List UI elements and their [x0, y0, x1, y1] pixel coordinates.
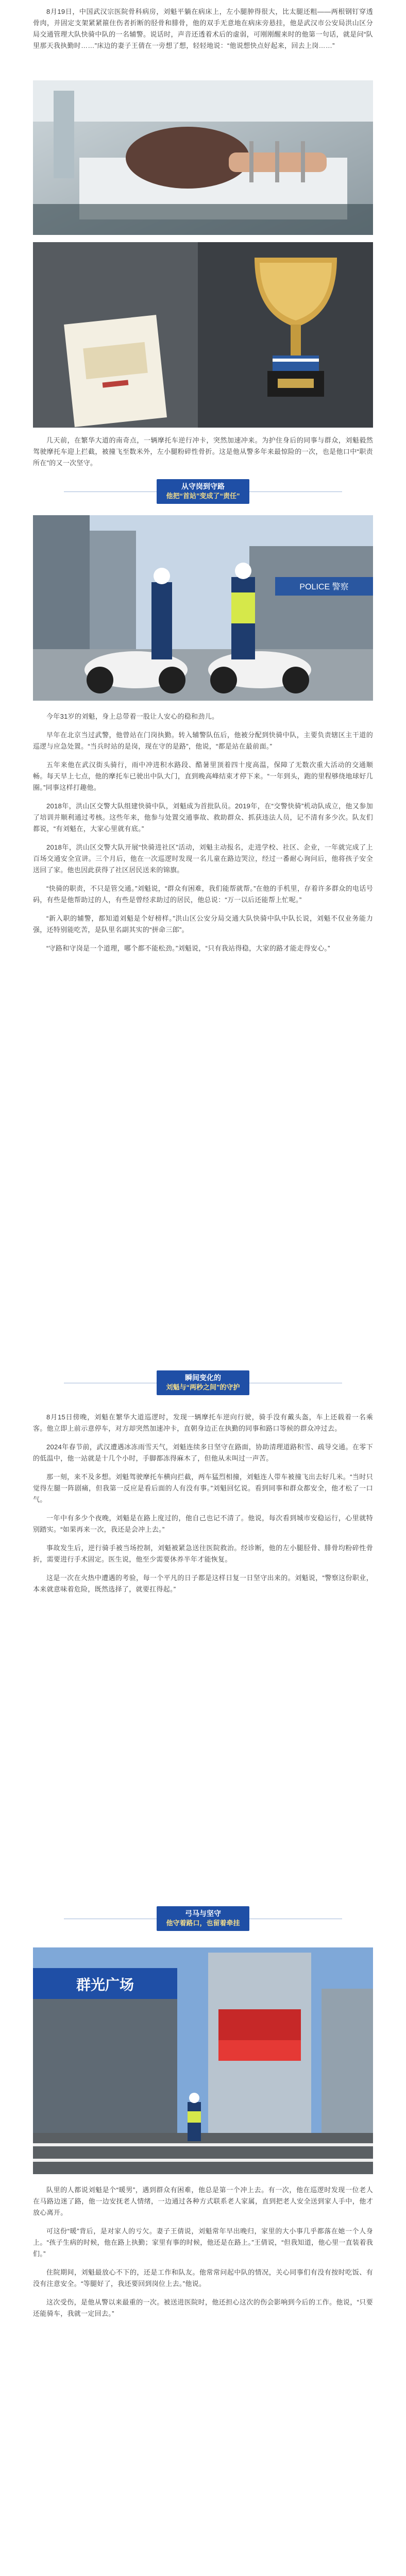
body-paragraph: 队里的人都说刘魁是个“暖男”，遇到群众有困难，他总是第一个冲上去。有一次，他在巡逻时发现一位老人在马路边迷了路，他一边安抚老人情绪，一边通过各种方式联系老人家属，直到把老人安全送到家人手中，他才放心离开。: [33, 2186, 373, 2216]
store-sign-text: 群光广场: [76, 1977, 134, 1993]
trophy-photo: [33, 242, 373, 428]
body-paragraph: 住院期间，刘魁最放心不下的，还是工作和队友。他常常问起中队的情况，关心同事们有没有按时吃饭、有没有注意安全。“等腿好了，我还要回到岗位上去。”他说。: [33, 2268, 373, 2287]
section-heading-box: [157, 1906, 249, 1931]
section-subtitle: 他把“首站”变成了“责任”: [166, 492, 240, 500]
section-3-body: [33, 2184, 373, 2319]
hospital-photo: [33, 80, 373, 235]
body-paragraph: 可这份“暖”背后，是对家人的亏欠。妻子王倩说，刘魁常年早出晚归，家里的大小事几乎都落在她一个人身上。“孩子生病的时候，他在路上执勤；家里有事的时候，他还是在路上。”王倩说，“但我知道，他心里一直装着我们。”: [33, 2227, 373, 2258]
officers-photo: [33, 515, 373, 701]
body-paragraph: 早年在北京当过武警，他曾站在门岗执勤。转入辅警队伍后，他被分配到快骑中队，主要负责辖区主干道的巡逻与应急处置。“当兵时站的是岗，现在守的是路”，他说，“都是站在最前面。”: [33, 731, 373, 750]
section-2-body: [33, 1412, 373, 1595]
body-paragraph: “快骑的职责，不只是管交通。”刘魁说，“群众有困难，我们能帮就帮。”在他的手机里，存着许多群众的电话号码，有些是他帮助过的人，有些是曾经求助过的居民，他总说：“万一以后还能帮上忙呢。”: [33, 885, 373, 904]
body-paragraph: 2024年春节前，武汉遭遇冰冻雨雪天气，刘魁连续多日坚守在路面，协助清理道路积雪、疏导交通。在零下的低温中，他一站就是十几个小时，手脚都冻得麻木了，但他从未叫过一声苦。: [33, 1443, 373, 1462]
body-paragraph: “新入职的辅警，都知道刘魁是个好榜样。”洪山区公安分局交通大队快骑中队中队长说，刘魁不仅业务能力强，还特别能吃苦，是队里名副其实的“拼命三郎”。: [33, 914, 373, 934]
body-paragraph: 那一刻，来不及多想。刘魁驾驶摩托车横向拦截，两车猛烈相撞，刘魁连人带车被撞飞出去好几米。“当时只觉得左腿一阵剧痛，但我第一反应是看后面的人有没有事。”刘魁回忆说。看到同事和群众都安全，他才松了一口气。: [33, 1473, 373, 1503]
body-paragraph: “守路和守岗是一个道理，哪个都不能松劲。”刘魁说，“只有我站得稳，大家的路才能走得安心。”: [46, 944, 330, 952]
section-title: 弓马与坚守: [184, 1909, 221, 1918]
body-paragraph: 2018年，洪山区交警大队组建快骑中队，刘魁成为首批队员。2019年，在“交警快骑”机动队成立，他又参加了培训并顺利通过考核。这些年来，他参与处置交通事故、救助群众、抓获违法人员，记不清有多少次。队友们都说，“有刘魁在，大家心里就有底。”: [33, 802, 373, 833]
section-1-body: [33, 711, 373, 954]
section-banner-2: [33, 1370, 373, 1395]
body-paragraph: 8月15日傍晚，刘魁在繁华大道巡逻时，发现一辆摩托车逆向行驶，骑手没有戴头盔，车上还载着一名乘客。他立即上前示意停车，对方却突然加速冲卡，直朝身边正在执勤的同事和路口等候的群众冲过去。: [33, 1413, 373, 1432]
body-paragraph: 事故发生后，逆行骑手被当场控制，刘魁被紧急送往医院救治。经诊断，他的左小腿胫骨、腓骨均粉碎性骨折，需要进行手术固定。医生说，他至少需要休养半年才能恢复。: [33, 1544, 373, 1563]
body-paragraph: 五年来他在武汉街头骑行，雨中冲进积水路段、酷暑里顶着四十度高温，保障了无数次重大活动的交通顺畅。每天早上七点，他的摩托车已驶出中队大门，直到晚高峰结束才停下来。“一年到头，跑的里程够绕地球好几圈。”同事这样打趣他。: [33, 761, 373, 791]
section-subtitle: 他守着路口，也留着牵挂: [166, 1919, 240, 1927]
body-paragraph: 一年中有多少个夜晚，刘魁是在路上度过的，他自己也记不清了。他说，每次看到城市安稳运行，心里就特别踏实。“如果再来一次，我还是会冲上去。”: [33, 1514, 373, 1533]
body-paragraph: 今年31岁的刘魁，身上总带着一股让人安心的稳和劲儿。: [46, 713, 219, 720]
after-photos-section: [33, 435, 373, 469]
body-paragraph: 这是一次在火热中遭遇的考验，每一个平凡的日子都是这样日复一日坚守出来的。刘魁说，“警察这份职业，本来就意味着危险，既然选择了，就要扛得起。”: [33, 1574, 373, 1593]
section-title: 瞬间变化的: [184, 1374, 221, 1382]
intersection-photo: [33, 1947, 373, 2174]
section-subtitle: 刘魁与“两秒之间”的守护: [166, 1383, 240, 1391]
section-title: 从守岗到守路: [181, 482, 225, 490]
section-heading-box: [157, 1370, 249, 1395]
section-banner-1: [33, 479, 373, 504]
body-paragraph: 2018年，洪山区交警大队开展“快骑进社区”活动，刘魁主动报名，走进学校、社区、企业，一年就完成了上百场交通安全宣讲。三个月后，他在一次巡逻时发现一名儿童在路边哭泣，经过一番耐心询问后，他将孩子安全送回了家。他也因此获得了社区居民送来的锦旗。: [33, 843, 373, 874]
intro-section: [33, 6, 373, 52]
body-paragraph: 这次受伤，是他从警以来最重的一次。被送进医院时，他还担心这次的伤会影响到今后的工作。他说，“只要还能骑车，我就一定回去。”: [33, 2298, 373, 2317]
after-photos-paragraph: 几天前，在繁华大道的南奇点，一辆摩托车逆行冲卡，突然加速冲来。为护住身后的同事与群众，刘魁毅然驾驶摩托车迎上拦截，被撞飞至数米外，左小腿粉碎性骨折。这是他从警多年来最惊险的一次，也是他口中“职责所在”的又一次坚守。: [33, 436, 373, 467]
section-heading-box: [157, 479, 249, 504]
intro-paragraph: 8月19日，中国武汉宗医院骨科病房，刘魁平躺在病床上，左小腿肿得很大，比太腿还粗——两根钢钉穿透骨肉，并固定支架紧紧箍住伤者折断的胫骨和腓骨，他的双手无意地在病床旁悬挂，他是武汉市公安局洪山区分局交通管理大队快骑中队的一名辅警。说话时，声音还透着术后的虚弱，可刚刚醒来时的他第一句话，就是问“队里那天我执勤时……”床边的妻子王倩在一旁想了想，轻轻地说：“他说想快点好起来，回去上岗……”: [33, 8, 373, 49]
section-banner-3: [33, 1906, 373, 1931]
police-sign-text: POLICE 警察: [299, 583, 349, 591]
